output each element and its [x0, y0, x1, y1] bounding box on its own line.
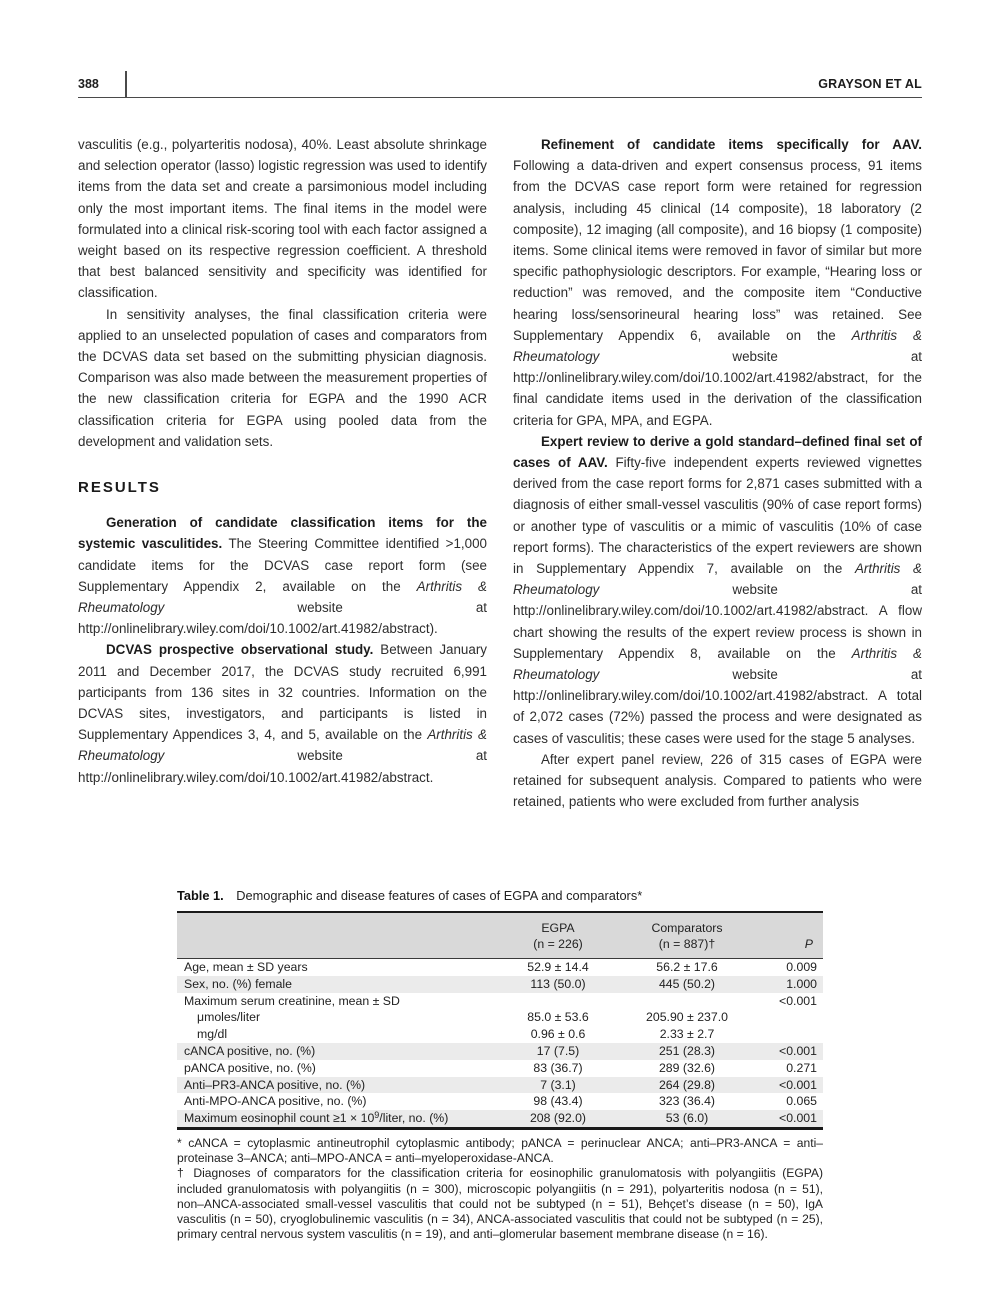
comparators-value: 289 (32.6) — [658, 1060, 716, 1075]
egpa-value: 52.9 ± 14.4 — [527, 960, 589, 974]
p-value: <0.001 — [779, 1111, 817, 1126]
column-header-comparators-n: (n = 887)† — [658, 937, 716, 951]
egpa-value: 113 (50.0) — [530, 976, 586, 991]
egpa-value: 0.96 ± 0.6 — [530, 1027, 586, 1042]
paragraph-sensitivity-analyses: In sensitivity analyses, the final classification criteria were applied to an unselected population of cases and comparators from the DCVAS data set based on the submitting physician diagnosis. Comparison was also made between the measurement properties of the new classification criteria for EGPA and the 1990 ACR classification criteria for EGPA using pooled data from the development and validation sets. — [78, 306, 487, 449]
table-body — [177, 959, 823, 1130]
table-title-caption: Demographic and disease features of cases of EGPA and comparators* — [236, 888, 643, 903]
column-header-egpa — [499, 920, 617, 952]
p-value: 0.271 — [786, 1060, 817, 1075]
egpa-value: 7 (3.1) — [540, 1077, 576, 1092]
header-divider-tick — [125, 71, 127, 98]
table-row — [177, 1026, 823, 1043]
footnote-asterisk: * cANCA = cytoplasmic antineutrophil cytoplasmic antibody; pANCA = perinuclear ANCA; anti–PR3-ANCA = anti–proteinase 3–ANCA; anti–MPO-ANCA = anti–myeloperoxidase-ANCA. — [177, 1135, 823, 1166]
table-row — [177, 1009, 823, 1026]
row-label: mg/dl — [197, 1027, 228, 1042]
row-label: Maximum serum creatinine, mean ± SD — [184, 993, 400, 1008]
right-column — [513, 134, 922, 813]
comparators-value: 323 (36.4) — [658, 1094, 716, 1109]
comparators-value: 251 (28.3) — [658, 1043, 716, 1058]
table-row — [177, 1060, 823, 1077]
row-label: μmoles/liter — [197, 1010, 261, 1025]
row-label: Anti–PR3-ANCA positive, no. (%) — [184, 1077, 366, 1092]
table-row — [177, 1043, 823, 1060]
table-1 — [177, 888, 823, 1242]
comparators-value: 2.33 ± 2.7 — [659, 1027, 715, 1042]
page-number: 388 — [78, 77, 99, 91]
comparators-value: 53 (6.0) — [665, 1111, 709, 1126]
table-header-row — [177, 911, 823, 959]
egpa-value — [499, 993, 617, 1010]
column-header-egpa-name: EGPA — [541, 921, 575, 935]
p-value: <0.001 — [779, 1043, 817, 1058]
egpa-value: 83 (36.7) — [533, 1060, 583, 1075]
p-value: <0.001 — [779, 1077, 817, 1092]
table-row — [177, 959, 823, 976]
paragraph-lasso: vasculitis (e.g., polyarteritis nodosa), 40%. Least absolute shrinkage and selection operator (lasso) logistic regression was used to identify items from the data set and create a parsimonious model including only the most important items. The final items in the model were formulated into a clinical risk-scoring tool with each factor assigned a weight based on its respective regression coefficient. A threshold that best balanced sensitivity and specificity was identified for classification. — [78, 137, 487, 301]
paragraph-after-expert-panel: After expert panel review, 226 of 315 cases of EGPA were retained for subsequent analysis. Compared to patients who were retained, patients who were excluded from further analysis — [513, 751, 922, 810]
comparators-value: 205.90 ± 237.0 — [646, 1010, 728, 1025]
row-label: Age, mean ± SD years — [184, 960, 308, 974]
p-value: 0.009 — [786, 960, 817, 974]
egpa-value: 85.0 ± 53.6 — [527, 1010, 589, 1025]
p-value — [757, 1026, 823, 1043]
paragraph-expert-review: Expert review to derive a gold standard–defined final set of cases of AAV. Fifty-five independent experts reviewed vignettes derived from the case report forms for 2,871 cases submitted with a diagnosis of either small-vessel vasculitis (90% of case report forms) or another type of vasculitis or a mimic of vasculitis (10% of case report forms). The characteristics of the expert reviewers are shown in Supplementary Appendix 7, available on the Arthritis & Rheumatology website at http://onlinelibrary.wiley.com/doi/10.1002/art.41982/abstract. A flow chart showing the results of the expert review process is shown in Supplementary Appendix 8, available on the Arthritis & Rheumatology website at http://onlinelibrary.wiley.com/doi/10.1002/art.41982/abstract. A total of 2,072 cases (72%) passed the process and were designated as cases of vasculitis; these cases were used for the stage 5 analyses. — [513, 433, 922, 746]
comparators-value: 264 (29.8) — [658, 1077, 716, 1092]
section-heading-results: RESULTS — [78, 479, 161, 497]
table-title — [177, 888, 823, 903]
table-row — [177, 993, 823, 1010]
paragraph-generation-candidate-items: Generation of candidate classification items for the systemic vasculitides. The Steering Committee identified >1,000 candidate items for the DCVAS case report form (see Supplementary Appendix 2, available on the Arthritis & Rheumatology website at http://onlinelibrary.wiley.com/doi/10.1002/art.41982/abstract). — [78, 515, 487, 637]
row-label: cANCA positive, no. (%) — [184, 1043, 316, 1058]
p-value — [757, 1009, 823, 1026]
egpa-value: 98 (43.4) — [533, 1094, 583, 1109]
comparators-value: 445 (50.2) — [658, 976, 716, 991]
left-column — [78, 134, 487, 813]
row-label: Sex, no. (%) female — [184, 976, 292, 991]
table-row — [177, 1110, 823, 1127]
paragraph-dcvas-study: DCVAS prospective observational study. Between January 2011 and December 2017, the DCVAS study recruited 6,991 participants from 136 sites in 32 countries. Information on the DCVAS sites, investigators, and participants is listed in Supplementary Appendices 3, 4, and 5, available on the Arthritis & Rheumatology website at http://onlinelibrary.wiley.com/doi/10.1002/art.41982/abstract. — [78, 642, 487, 785]
row-label: Anti-MPO-ANCA positive, no. (%) — [184, 1094, 367, 1109]
table-row — [177, 1077, 823, 1094]
column-header-comparators — [617, 920, 757, 952]
table-row — [177, 976, 823, 993]
page-header — [78, 70, 922, 98]
table-footnotes — [177, 1136, 823, 1242]
egpa-value: 17 (7.5) — [536, 1043, 580, 1058]
p-value: 1.000 — [786, 976, 817, 991]
p-value: 0.065 — [786, 1094, 817, 1109]
footnote-dagger: † Diagnoses of comparators for the classification criteria for eosinophilic granulomatosis with polyangiitis (EGPA) included granulomatosis with polyangiitis (n = 300), microscopic polyangiitis (n = 291), polyarteritis nodosa (n = 51), non–ANCA-associated small-vessel vasculitis that could not be subtyped (n = 51), Behçet’s disease (n = 50), IgA vasculitis (n = 50), cryoglobulinemic vasculitis (n = 34), ANCA-associated vasculitis that could not be subtyped (n = 25), primary central nervous system vasculitis (n = 19), and anti–glomerular basement membrane disease (n = 16). — [177, 1166, 823, 1242]
column-header-p: P — [804, 937, 813, 951]
egpa-value: 208 (92.0) — [529, 1111, 587, 1126]
comparators-value: 56.2 ± 17.6 — [656, 960, 718, 974]
paragraph-refinement-aav: Refinement of candidate items specifically for AAV. Following a data-driven and expert consensus process, 91 items from the DCVAS case report form were retained for regression analysis, including 45 clinical (14 composite), 18 laboratory (2 composite), 12 imaging (all composite), and 16 biopsy (1 composite) items. Some clinical items were removed in favor of similar but more specific pathophysiologic descriptors. For example, “Hearing loss or reduction” was removed, and the composite item “Conductive hearing loss/sensorineural hearing loss” was retained. See Supplementary Appendix 6, available on the Arthritis & Rheumatology website at http://onlinelibrary.wiley.com/doi/10.1002/art.41982/abstract, for the final candidate items used in the derivation of the classification criteria for GPA, MPA, and EGPA. — [513, 137, 922, 428]
comparators-value — [617, 993, 757, 1010]
p-value: <0.001 — [779, 993, 817, 1008]
column-header-egpa-n: (n = 226) — [533, 937, 583, 951]
running-title: GRAYSON ET AL — [818, 77, 922, 91]
row-label: pANCA positive, no. (%) — [184, 1060, 316, 1075]
table-title-label: Table 1. — [177, 888, 224, 903]
column-header-comparators-name: Comparators — [651, 921, 723, 935]
row-label: Maximum eosinophil count $\ge 1 \times 10^9$/liter, no. (%) — [184, 1110, 449, 1126]
table-row — [177, 1093, 823, 1110]
two-column-body — [78, 134, 922, 813]
